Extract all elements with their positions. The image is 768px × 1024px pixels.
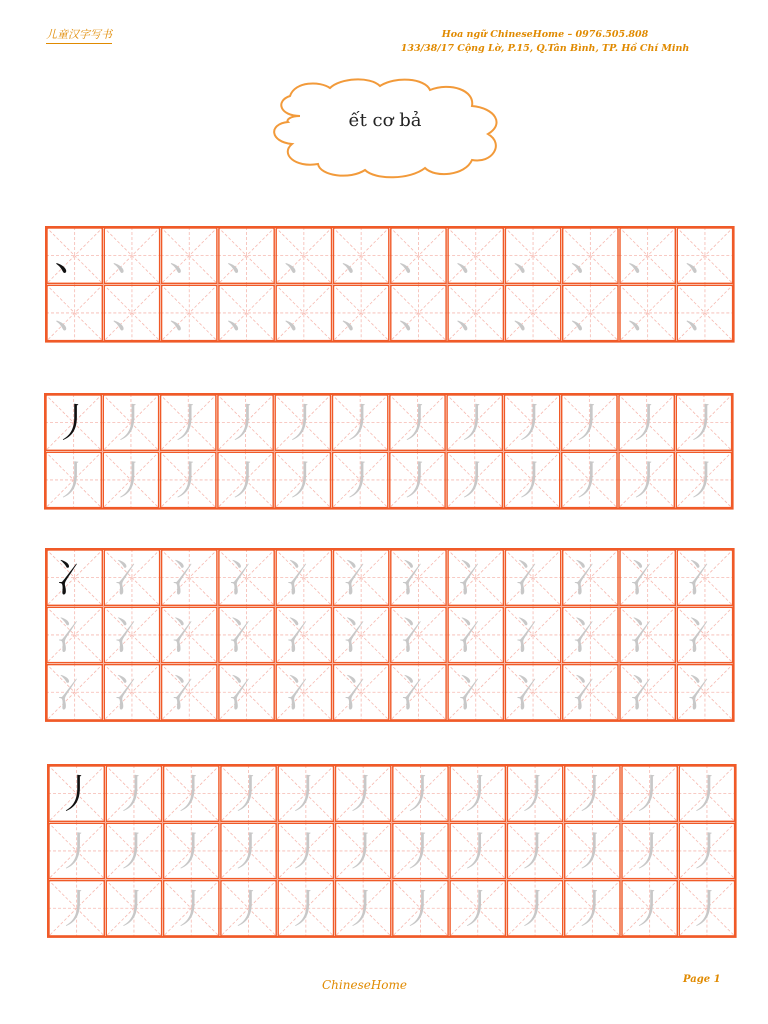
trace-stroke: 丿 xyxy=(400,771,441,818)
practice-cell[interactable] xyxy=(506,822,563,879)
practice-cell[interactable] xyxy=(103,549,160,606)
trace-stroke: 冫 xyxy=(169,612,210,659)
practice-cell[interactable] xyxy=(564,822,621,879)
practice-cell[interactable] xyxy=(46,227,103,284)
trace-stroke: 冫 xyxy=(226,612,267,659)
practice-cell[interactable] xyxy=(447,606,504,663)
trace-stroke: 丿 xyxy=(285,886,326,933)
trace-stroke: 冫 xyxy=(283,612,324,659)
practice-cell[interactable] xyxy=(389,451,446,508)
trace-stroke: 丿 xyxy=(56,828,97,875)
trace-stroke: 冫 xyxy=(455,670,496,717)
practice-cell[interactable] xyxy=(160,451,217,508)
trace-stroke: 丿 xyxy=(686,771,727,818)
worksheet-title: 儿童汉字写书 xyxy=(46,26,112,44)
practice-cell[interactable] xyxy=(678,880,735,937)
trace-stroke: 、 xyxy=(684,290,725,337)
practice-cell[interactable] xyxy=(218,227,275,284)
trace-stroke: 冫 xyxy=(513,555,554,602)
practice-grid-4 xyxy=(47,764,737,938)
trace-stroke: 、 xyxy=(226,290,267,337)
trace-stroke: 丿 xyxy=(454,400,495,447)
practice-cell[interactable] xyxy=(48,765,105,822)
model-stroke: 丿 xyxy=(53,400,94,447)
trace-stroke: 丿 xyxy=(572,886,613,933)
practice-cell[interactable] xyxy=(503,451,560,508)
practice-cell[interactable] xyxy=(335,765,392,822)
trace-stroke: 、 xyxy=(627,290,668,337)
practice-grid-2 xyxy=(44,393,734,510)
practice-cell[interactable] xyxy=(676,227,733,284)
practice-cell[interactable] xyxy=(275,606,332,663)
practice-cell[interactable] xyxy=(446,394,503,451)
trace-stroke: 丿 xyxy=(343,828,384,875)
trace-stroke: 丿 xyxy=(572,771,613,818)
practice-cell[interactable] xyxy=(561,451,618,508)
trace-stroke: 丿 xyxy=(512,457,553,504)
trace-stroke: 丿 xyxy=(113,828,154,875)
practice-cell[interactable] xyxy=(161,664,218,721)
practice-grid-1 xyxy=(45,226,735,343)
practice-cell[interactable] xyxy=(449,880,506,937)
practice-cell[interactable] xyxy=(392,765,449,822)
practice-cell[interactable] xyxy=(46,606,103,663)
trace-stroke: 丿 xyxy=(397,400,438,447)
trace-stroke: 丿 xyxy=(569,400,610,447)
practice-cell[interactable] xyxy=(103,227,160,284)
practice-cell[interactable] xyxy=(274,451,331,508)
practice-cell[interactable] xyxy=(504,549,561,606)
practice-cell[interactable] xyxy=(220,880,277,937)
practice-cell[interactable] xyxy=(676,549,733,606)
practice-cell[interactable] xyxy=(506,765,563,822)
practice-cell[interactable] xyxy=(333,227,390,284)
trace-stroke: 丿 xyxy=(110,400,151,447)
trace-stroke: 丿 xyxy=(171,886,212,933)
trace-stroke: 丿 xyxy=(340,400,381,447)
practice-cell[interactable] xyxy=(562,664,619,721)
practice-cell[interactable] xyxy=(48,880,105,937)
trace-stroke: 丿 xyxy=(228,828,269,875)
practice-cell[interactable] xyxy=(562,227,619,284)
trace-stroke: 冫 xyxy=(341,612,382,659)
practice-cell[interactable] xyxy=(45,394,102,451)
practice-cell[interactable] xyxy=(562,549,619,606)
practice-cell[interactable] xyxy=(676,284,733,341)
trace-stroke: 、 xyxy=(341,290,382,337)
practice-cell[interactable] xyxy=(160,394,217,451)
practice-cell[interactable] xyxy=(390,227,447,284)
practice-cell[interactable] xyxy=(102,451,159,508)
trace-stroke: 冫 xyxy=(398,612,439,659)
practice-cell[interactable] xyxy=(619,284,676,341)
trace-stroke: 丿 xyxy=(629,886,670,933)
trace-stroke: 冫 xyxy=(570,612,611,659)
practice-cell[interactable] xyxy=(562,606,619,663)
trace-stroke: 、 xyxy=(398,290,439,337)
practice-cell[interactable] xyxy=(390,606,447,663)
trace-stroke: 丿 xyxy=(686,828,727,875)
trace-stroke: 冫 xyxy=(684,555,725,602)
trace-stroke: 丿 xyxy=(285,771,326,818)
model-stroke: 丿 xyxy=(56,771,97,818)
trace-stroke: 丿 xyxy=(282,400,323,447)
practice-cell[interactable] xyxy=(275,284,332,341)
practice-cell[interactable] xyxy=(619,606,676,663)
trace-stroke: 冫 xyxy=(169,670,210,717)
practice-cell[interactable] xyxy=(105,822,162,879)
trace-stroke: 丿 xyxy=(343,771,384,818)
trace-stroke: 、 xyxy=(455,233,496,280)
practice-cell[interactable] xyxy=(217,394,274,451)
practice-cell[interactable] xyxy=(46,284,103,341)
practice-cell[interactable] xyxy=(332,394,389,451)
practice-cell[interactable] xyxy=(504,606,561,663)
practice-cell[interactable] xyxy=(46,549,103,606)
practice-cell[interactable] xyxy=(390,664,447,721)
practice-cell[interactable] xyxy=(675,451,732,508)
trace-stroke: 、 xyxy=(570,233,611,280)
practice-cell[interactable] xyxy=(504,227,561,284)
trace-stroke: 丿 xyxy=(228,771,269,818)
trace-stroke: 丿 xyxy=(171,828,212,875)
trace-stroke: 丿 xyxy=(225,400,266,447)
trace-stroke: 丿 xyxy=(110,457,151,504)
trace-stroke: 冫 xyxy=(627,670,668,717)
practice-cell[interactable] xyxy=(389,394,446,451)
practice-cell[interactable] xyxy=(449,822,506,879)
practice-cell[interactable] xyxy=(218,549,275,606)
practice-cell[interactable] xyxy=(392,880,449,937)
trace-stroke: 冫 xyxy=(111,670,152,717)
trace-stroke: 冫 xyxy=(513,612,554,659)
chinesehome-logo: ChineseHome xyxy=(322,978,408,992)
trace-stroke: 丿 xyxy=(457,886,498,933)
page-number: Page 1 xyxy=(683,974,721,985)
practice-cell[interactable] xyxy=(618,451,675,508)
practice-cell[interactable] xyxy=(277,822,334,879)
trace-stroke: 冫 xyxy=(513,670,554,717)
model-stroke: 冫 xyxy=(54,555,95,602)
practice-cell[interactable] xyxy=(161,606,218,663)
practice-cell[interactable] xyxy=(335,880,392,937)
trace-stroke: 、 xyxy=(341,233,382,280)
practice-cell[interactable] xyxy=(48,822,105,879)
trace-stroke: 冫 xyxy=(398,670,439,717)
trace-stroke: 、 xyxy=(111,233,152,280)
practice-cell[interactable] xyxy=(163,822,220,879)
trace-stroke: 丿 xyxy=(454,457,495,504)
practice-cell[interactable] xyxy=(564,880,621,937)
trace-stroke: 丿 xyxy=(515,828,556,875)
trace-stroke: 、 xyxy=(627,233,668,280)
trace-stroke: 丿 xyxy=(168,400,209,447)
trace-stroke: 丿 xyxy=(457,771,498,818)
trace-stroke: 丿 xyxy=(515,771,556,818)
practice-cell[interactable] xyxy=(161,227,218,284)
practice-grid-3 xyxy=(45,548,735,722)
practice-cell[interactable] xyxy=(161,284,218,341)
trace-stroke: 冫 xyxy=(226,555,267,602)
trace-stroke: 丿 xyxy=(225,457,266,504)
practice-cell[interactable] xyxy=(676,664,733,721)
trace-stroke: 冫 xyxy=(341,670,382,717)
practice-cell[interactable] xyxy=(45,451,102,508)
trace-stroke: 丿 xyxy=(629,828,670,875)
trace-stroke: 丿 xyxy=(626,400,667,447)
trace-stroke: 丿 xyxy=(400,886,441,933)
practice-cell[interactable] xyxy=(392,822,449,879)
school-address: 133/38/17 Cộng Lờ, P.15, Q.Tân Bình, TP. Hồ Chí Minh xyxy=(400,43,690,54)
trace-stroke: 丿 xyxy=(228,886,269,933)
trace-stroke: 、 xyxy=(570,290,611,337)
trace-stroke: 丿 xyxy=(629,771,670,818)
practice-cell[interactable] xyxy=(220,765,277,822)
practice-cell[interactable] xyxy=(105,765,162,822)
practice-cell[interactable] xyxy=(274,394,331,451)
practice-cell[interactable] xyxy=(335,822,392,879)
trace-stroke: 冫 xyxy=(283,555,324,602)
cloud-title: ết cơ bả xyxy=(348,110,422,131)
practice-cell[interactable] xyxy=(564,765,621,822)
trace-stroke: 冫 xyxy=(226,670,267,717)
practice-cell[interactable] xyxy=(275,549,332,606)
practice-cell[interactable] xyxy=(333,284,390,341)
practice-cell[interactable] xyxy=(678,765,735,822)
practice-cell[interactable] xyxy=(333,606,390,663)
trace-stroke: 丿 xyxy=(340,457,381,504)
practice-cell[interactable] xyxy=(163,880,220,937)
trace-stroke: 、 xyxy=(169,233,210,280)
trace-stroke: 冫 xyxy=(627,612,668,659)
practice-cell[interactable] xyxy=(275,227,332,284)
practice-cell[interactable] xyxy=(506,880,563,937)
practice-cell[interactable] xyxy=(220,822,277,879)
trace-stroke: 冫 xyxy=(570,670,611,717)
school-name-phone: Hoa ngữ ChineseHome – 0976.505.808 xyxy=(441,29,649,40)
practice-cell[interactable] xyxy=(676,606,733,663)
practice-cell[interactable] xyxy=(390,549,447,606)
practice-cell[interactable] xyxy=(333,549,390,606)
trace-stroke: 丿 xyxy=(56,886,97,933)
practice-cell[interactable] xyxy=(102,394,159,451)
trace-stroke: 冫 xyxy=(54,670,95,717)
trace-stroke: 丿 xyxy=(113,771,154,818)
trace-stroke: 丿 xyxy=(626,457,667,504)
practice-cell[interactable] xyxy=(447,227,504,284)
school-contact xyxy=(380,28,710,56)
practice-cell[interactable] xyxy=(105,880,162,937)
trace-stroke: 丿 xyxy=(683,457,724,504)
trace-stroke: 冫 xyxy=(570,555,611,602)
practice-cell[interactable] xyxy=(503,394,560,451)
practice-cell[interactable] xyxy=(332,451,389,508)
trace-stroke: 冫 xyxy=(684,612,725,659)
practice-cell[interactable] xyxy=(277,765,334,822)
practice-cell[interactable] xyxy=(675,394,732,451)
practice-cell[interactable] xyxy=(218,606,275,663)
trace-stroke: 、 xyxy=(455,290,496,337)
trace-stroke: 丿 xyxy=(515,886,556,933)
trace-stroke: 丿 xyxy=(282,457,323,504)
practice-cell[interactable] xyxy=(621,822,678,879)
practice-cell[interactable] xyxy=(277,880,334,937)
practice-cell[interactable] xyxy=(618,394,675,451)
practice-cell[interactable] xyxy=(446,451,503,508)
trace-stroke: 丿 xyxy=(569,457,610,504)
practice-cell[interactable] xyxy=(621,880,678,937)
trace-stroke: 、 xyxy=(283,233,324,280)
practice-cell[interactable] xyxy=(619,227,676,284)
trace-stroke: 丿 xyxy=(285,828,326,875)
practice-cell[interactable] xyxy=(103,664,160,721)
trace-stroke: 冫 xyxy=(398,555,439,602)
trace-stroke: 、 xyxy=(283,290,324,337)
trace-stroke: 丿 xyxy=(572,828,613,875)
practice-cell[interactable] xyxy=(103,606,160,663)
practice-cell[interactable] xyxy=(619,549,676,606)
trace-stroke: 冫 xyxy=(627,555,668,602)
practice-cell[interactable] xyxy=(562,284,619,341)
trace-stroke: 丿 xyxy=(683,400,724,447)
practice-cell[interactable] xyxy=(504,284,561,341)
trace-stroke: 、 xyxy=(54,290,95,337)
trace-stroke: 丿 xyxy=(686,886,727,933)
practice-cell[interactable] xyxy=(275,664,332,721)
practice-cell[interactable] xyxy=(46,664,103,721)
trace-stroke: 、 xyxy=(513,290,554,337)
trace-stroke: 冫 xyxy=(684,670,725,717)
trace-stroke: 丿 xyxy=(53,457,94,504)
trace-stroke: 冫 xyxy=(54,612,95,659)
trace-stroke: 丿 xyxy=(113,886,154,933)
practice-cell[interactable] xyxy=(621,765,678,822)
trace-stroke: 丿 xyxy=(512,400,553,447)
practice-cell[interactable] xyxy=(217,451,274,508)
trace-stroke: 丿 xyxy=(343,886,384,933)
trace-stroke: 、 xyxy=(684,233,725,280)
trace-stroke: 冫 xyxy=(341,555,382,602)
practice-cell[interactable] xyxy=(163,765,220,822)
trace-stroke: 丿 xyxy=(397,457,438,504)
trace-stroke: 、 xyxy=(226,233,267,280)
practice-cell[interactable] xyxy=(447,664,504,721)
practice-cell[interactable] xyxy=(333,664,390,721)
trace-stroke: 冫 xyxy=(169,555,210,602)
trace-stroke: 、 xyxy=(513,233,554,280)
trace-stroke: 冫 xyxy=(283,670,324,717)
practice-cell[interactable] xyxy=(218,284,275,341)
practice-cell[interactable] xyxy=(447,284,504,341)
trace-stroke: 丿 xyxy=(168,457,209,504)
practice-cell[interactable] xyxy=(619,664,676,721)
trace-stroke: 丿 xyxy=(400,828,441,875)
trace-stroke: 冫 xyxy=(111,555,152,602)
trace-stroke: 冫 xyxy=(111,612,152,659)
practice-cell[interactable] xyxy=(447,549,504,606)
practice-cell[interactable] xyxy=(390,284,447,341)
trace-stroke: 、 xyxy=(398,233,439,280)
practice-cell[interactable] xyxy=(161,549,218,606)
practice-cell[interactable] xyxy=(449,765,506,822)
trace-stroke: 冫 xyxy=(455,555,496,602)
practice-cell[interactable] xyxy=(218,664,275,721)
practice-cell[interactable] xyxy=(504,664,561,721)
trace-stroke: 、 xyxy=(111,290,152,337)
trace-stroke: 、 xyxy=(169,290,210,337)
practice-cell[interactable] xyxy=(678,822,735,879)
trace-stroke: 冫 xyxy=(455,612,496,659)
trace-stroke: 丿 xyxy=(171,771,212,818)
practice-cell[interactable] xyxy=(103,284,160,341)
trace-stroke: 丿 xyxy=(457,828,498,875)
model-stroke: 、 xyxy=(54,233,95,280)
practice-cell[interactable] xyxy=(561,394,618,451)
